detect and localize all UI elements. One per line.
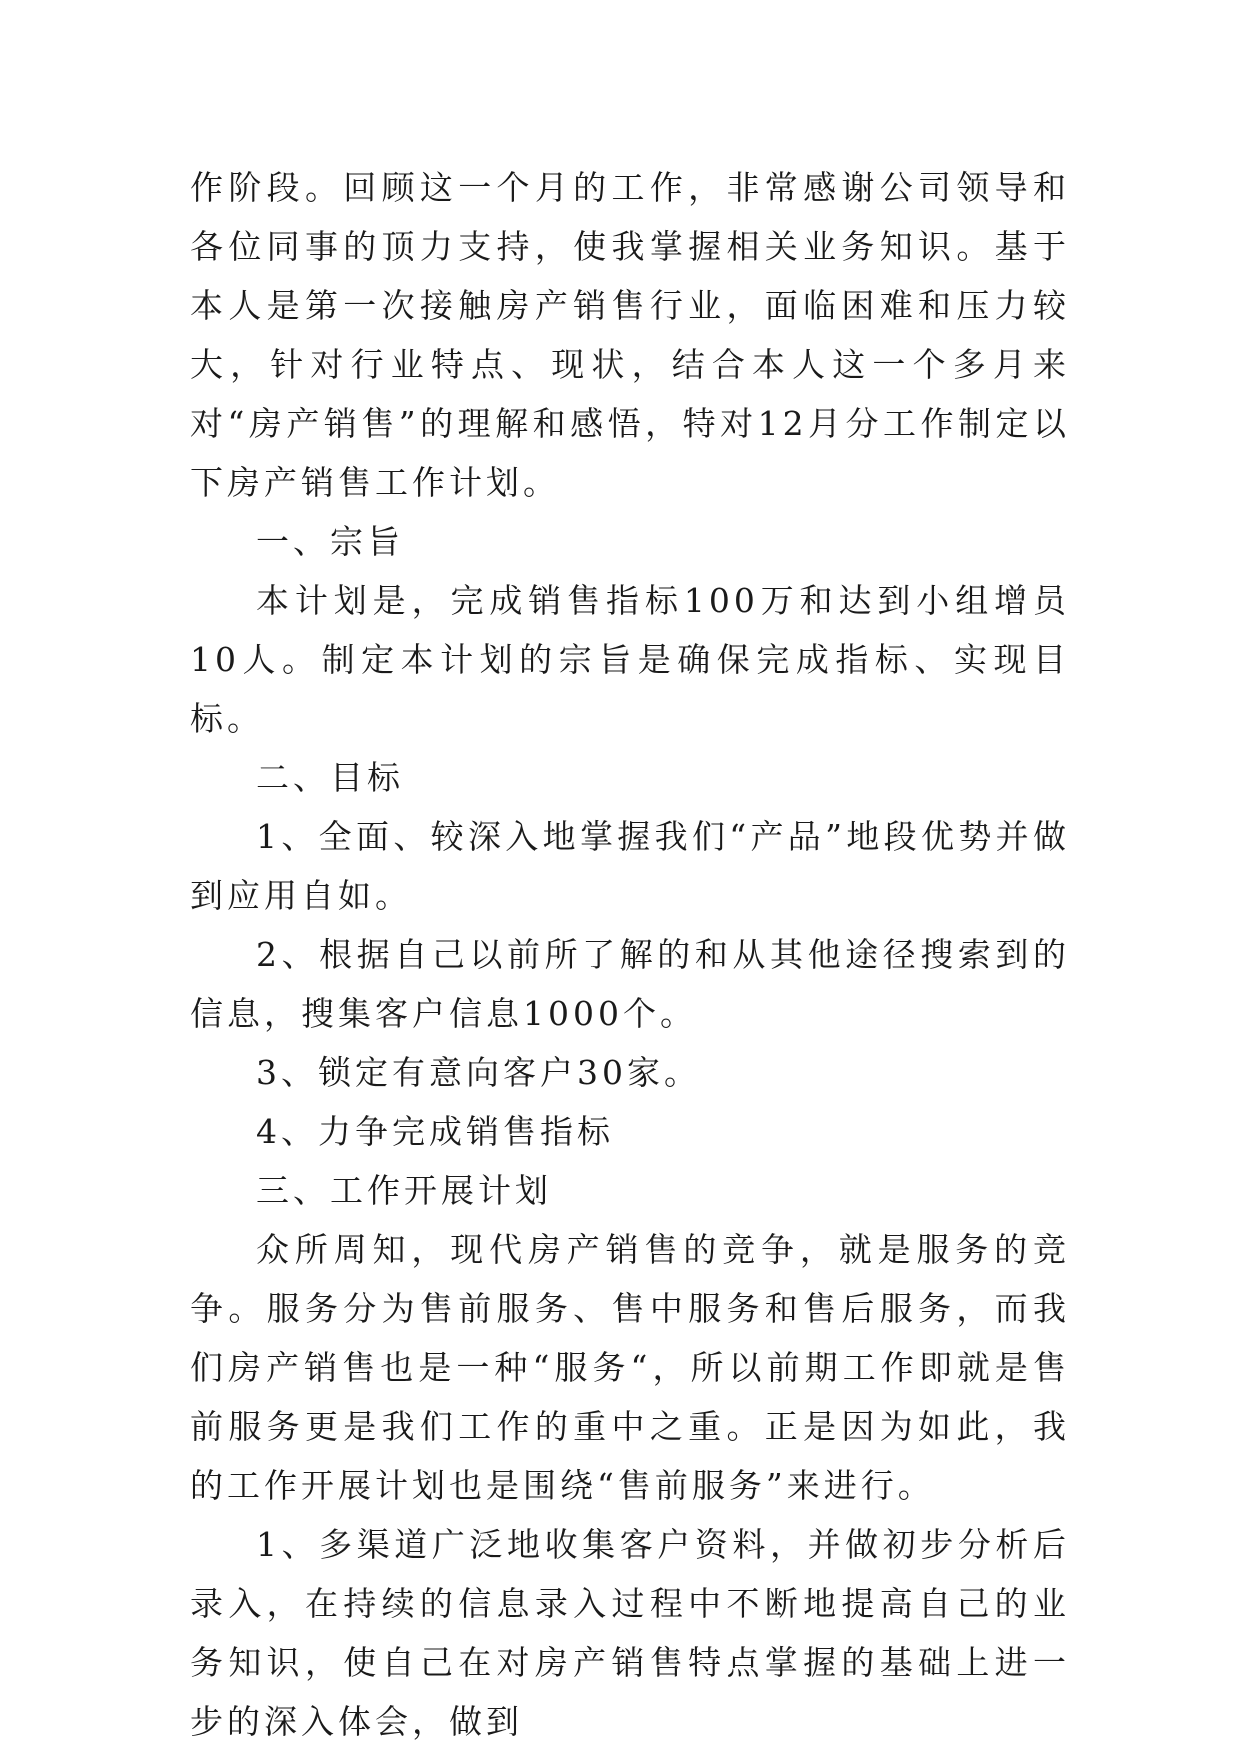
paragraph-purpose: 本计划是，完成销售指标100万和达到小组增员10人。制定本计划的宗旨是确保完成指标、实现目标。	[190, 581, 1070, 738]
goal-item-4: 4、力争完成销售指标	[256, 1112, 614, 1151]
paragraph-service: 众所周知，现代房产销售的竞争，就是服务的竞争。服务分为售前服务、售中服务和售后服务，而我们房产销售也是一种“服务“，所以前期工作即就是售前服务更是我们工作的重中之重。正是因为如此，我的工作开展计划也是围绕“售前服务”来进行。	[190, 1230, 1070, 1505]
goal-item-1: 1、全面、较深入地掌握我们“产品”地段优势并做到应用自如。	[190, 817, 1070, 915]
document-body	[190, 158, 1070, 1751]
goal-item-3: 3、锁定有意向客户30家。	[256, 1053, 701, 1092]
heading-purpose: 一、宗旨	[256, 522, 404, 561]
heading-goals: 二、目标	[256, 758, 404, 797]
plan-item-1: 1、多渠道广泛地收集客户资料，并做初步分析后录入，在持续的信息录入过程中不断地提高自己的业务知识，使自己在对房产销售特点掌握的基础上进一步的深入体会，做到	[190, 1525, 1070, 1741]
paragraph-intro: 作阶段。回顾这一个月的工作，非常感谢公司领导和各位同事的顶力支持，使我掌握相关业务知识。基于本人是第一次接触房产销售行业，面临困难和压力较大，针对行业特点、现状，结合本人这一个多月来对“房产销售”的理解和感悟，特对12月分工作制定以下房产销售工作计划。	[190, 168, 1070, 502]
goal-item-2: 2、根据自己以前所了解的和从其他途径搜索到的信息，搜集客户信息1000个。	[190, 935, 1070, 1033]
heading-work-plan: 三、工作开展计划	[256, 1171, 552, 1210]
